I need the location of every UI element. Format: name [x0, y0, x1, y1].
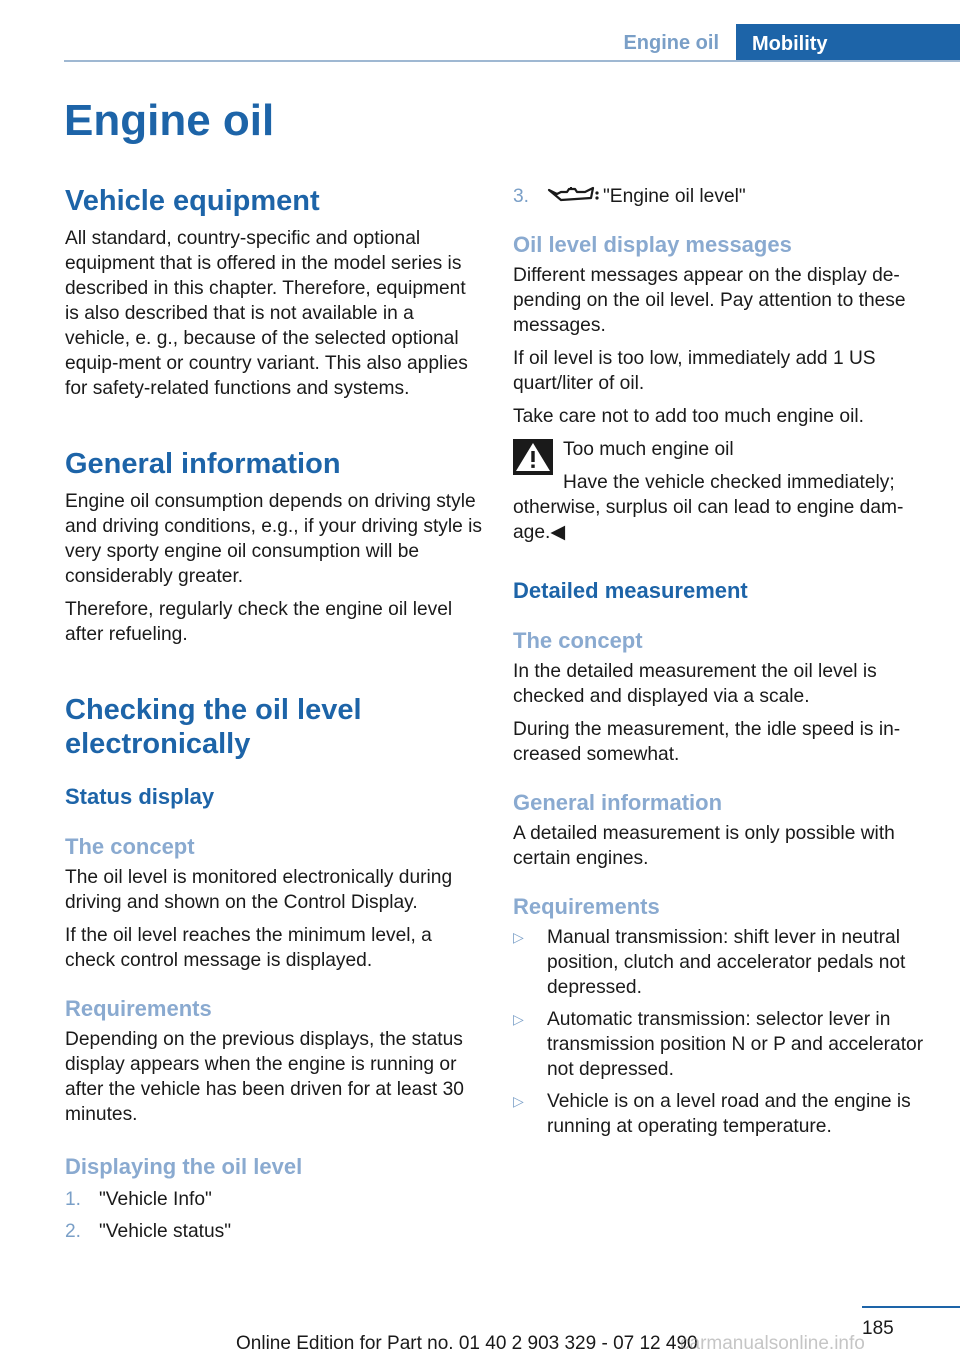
- right-column: [513, 184, 933, 1146]
- heading-the-concept: The concept: [65, 834, 195, 859]
- step-number: 2.: [65, 1221, 82, 1242]
- header-rule: [64, 60, 960, 62]
- list-item: [65, 1219, 483, 1244]
- heading-checking-oil-level: Checking the oil level electronically: [65, 694, 362, 760]
- oil-can-icon: [547, 184, 603, 213]
- bullet-triangle-icon: ▷: [513, 1093, 524, 1109]
- step-text: "Vehicle status": [99, 1221, 232, 1242]
- general-information-p1: Engine oil consumption depends on driving style and driving conditions, e.g., if your driving style is very sporty engine oil consumption will be considerably greater.: [65, 491, 483, 587]
- list-item: [65, 1187, 483, 1212]
- heading-status-display: Status display: [65, 784, 215, 809]
- footer-edition: Online Edition for Part no. 01 40 2 903 329 - 07 12 490: [236, 1333, 698, 1354]
- requirement-text: Manual transmission: shift lever in neutral position, clutch and accelerator pedals not depressed.: [547, 927, 906, 998]
- warning-box: [513, 437, 933, 545]
- heading-the-concept-2: The concept: [513, 628, 643, 653]
- warning-body: Have the vehicle checked immediately; otherwise, surplus oil can lead to engine dam-age.◀: [513, 472, 904, 543]
- page-title: Engine oil: [64, 96, 275, 145]
- list-item: [513, 1089, 933, 1139]
- requirement-text: Automatic transmission: selector lever in transmission position N or P and accelerator not depressed.: [547, 1009, 924, 1080]
- warning-triangle-icon: [513, 439, 553, 475]
- detailed-concept-p1: In the detailed measurement the oil level is checked and displayed via a scale.: [513, 661, 877, 707]
- list-item: [513, 925, 933, 1000]
- header-chapter-tab[interactable]: Mobility: [736, 24, 960, 62]
- vehicle-equipment-text: All standard, country-specific and optional equipment that is offered in the model series is described in this chapter. Therefore, equipment is also described that is not available in a vehicle, e. g., because of the selected optional equip-ment or country variant. This also applies for safety-related functions and systems.: [65, 228, 468, 399]
- heading-detailed-measurement: Detailed measurement: [513, 578, 748, 603]
- step-number: 1.: [65, 1189, 82, 1210]
- warning-title: Too much engine oil: [563, 439, 734, 460]
- step-text: "Engine oil level": [603, 186, 746, 207]
- left-column: [65, 184, 483, 1251]
- step-number: 3.: [513, 186, 530, 207]
- heading-oil-level-messages: Oil level display messages: [513, 232, 792, 257]
- bullet-triangle-icon: ▷: [513, 929, 524, 945]
- footer-rule: [862, 1306, 960, 1308]
- heading-general-information: General information: [65, 448, 341, 480]
- requirements-list: [513, 925, 933, 1139]
- requirement-text: Vehicle is on a level road and the engine is running at operating temperature.: [547, 1091, 911, 1137]
- messages-p3: Take care not to add too much engine oil.: [513, 406, 864, 427]
- detailed-general-text: A detailed measurement is only possible with certain engines.: [513, 823, 895, 869]
- footer-watermark: carmanualsonline.info: [680, 1333, 865, 1354]
- page-number: 185: [862, 1318, 894, 1339]
- step-3: [513, 184, 933, 213]
- step-text: "Vehicle Info": [99, 1189, 212, 1210]
- heading-requirements-2: Requirements: [513, 894, 660, 919]
- heading-requirements: Requirements: [65, 996, 212, 1021]
- general-information-p2: Therefore, regularly check the engine oil level after refueling.: [65, 599, 453, 645]
- list-item: [513, 1007, 933, 1082]
- displaying-steps-list: [65, 1187, 483, 1244]
- requirements-text: Depending on the previous displays, the status display appears when the engine is running or after the vehicle has been driven for at least 30 minutes.: [65, 1029, 464, 1125]
- messages-p1: Different messages appear on the display de-pending on the oil level. Pay attention to these messages.: [513, 265, 906, 336]
- concept-p1: The oil level is monitored electronically during driving and shown on the Control Display.: [65, 867, 453, 913]
- heading-displaying-oil-level: Displaying the oil level: [65, 1154, 303, 1179]
- detailed-concept-p2: During the measurement, the idle speed is in-creased somewhat.: [513, 719, 901, 765]
- heading-general-information-2: General information: [513, 790, 723, 815]
- messages-p2: If oil level is too low, immediately add 1 US quart/liter of oil.: [513, 348, 876, 394]
- concept-p2: If the oil level reaches the minimum level, a check control message is displayed.: [65, 925, 432, 971]
- header-section-title: Engine oil: [623, 32, 719, 54]
- heading-vehicle-equipment: Vehicle equipment: [65, 185, 320, 217]
- bullet-triangle-icon: ▷: [513, 1011, 524, 1027]
